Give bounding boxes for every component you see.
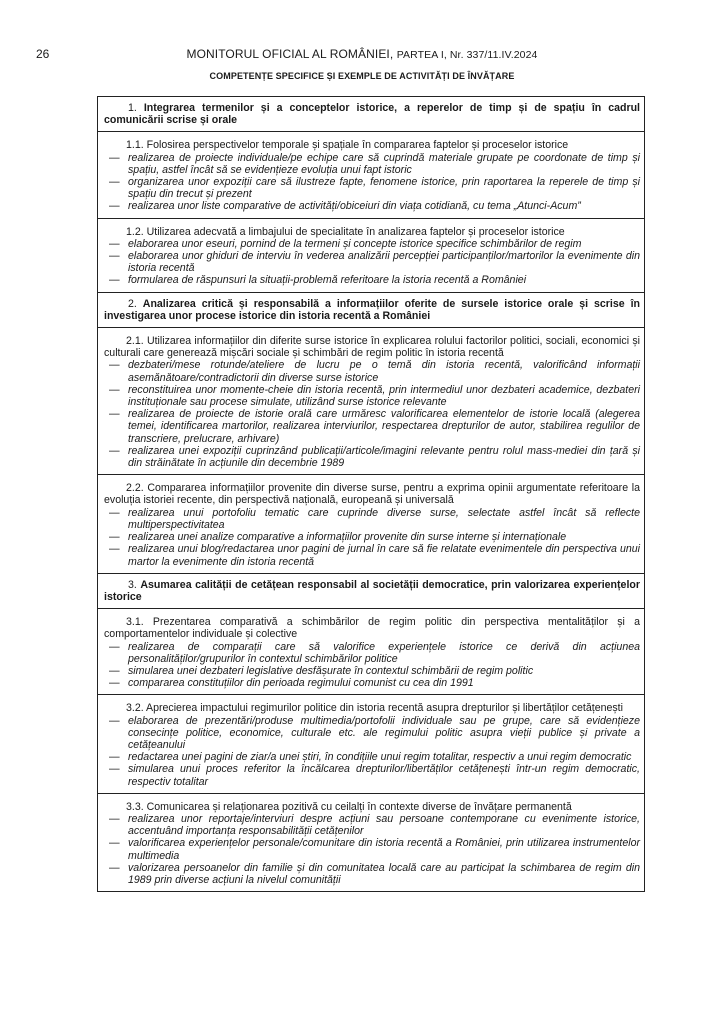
activity-item — [104, 751, 640, 763]
activity-text: realizarea unor reportaje/interviuri despre acțiuni sau persoane contemporane cu evenimente istorice, accentuând importanța responsabilității cetățenilor — [128, 812, 640, 838]
activity-item — [104, 238, 640, 250]
activity-item — [104, 837, 640, 861]
em-dash: — — [109, 812, 120, 825]
header-main: MONITORUL OFICIAL AL ROMÂNIEI, — [186, 47, 394, 61]
activity-item — [104, 200, 640, 212]
specific-competence — [98, 475, 645, 573]
em-dash: — — [109, 763, 120, 776]
competence-number: 2. — [128, 297, 137, 310]
em-dash: — — [109, 176, 120, 189]
activity-text: reconstituirea unor momente-cheie din istoria recentă, prin intermediul unor dezbateri academice, dezbateri instituționale sau procese simulate, utilizând surse istorice relevante — [128, 383, 640, 409]
section-title: COMPETENȚE SPECIFICE ȘI EXEMPLE DE ACTIVITĂȚI DE ÎNVĂȚARE — [209, 71, 515, 81]
specific-competence — [98, 695, 645, 793]
specific-competence-title: 2.2. Compararea informațiilor provenite din diverse surse, pentru a exprima opinii argumentate referitoare la evoluția istoriei recente, din perspectivă națională, europeană și universală — [104, 482, 640, 507]
activity-text: valorizarea persoanelor din familie și din comunitatea locală care au participat la schimbarea de regim din 1989 prin diverse acțiuni la nivelul comunității — [128, 861, 640, 886]
em-dash: — — [109, 506, 120, 519]
em-dash: — — [109, 274, 120, 287]
specific-competence-title: 1.1. Folosirea perspectivelor temporale și spațiale în compararea faptelor și proceselor istorice — [126, 139, 569, 152]
competence-number: 3. — [128, 578, 137, 591]
activity-text: elaborarea de prezentări/produse multimedia/portofolii individuale sau pe grupe, care să evidențieze consecințe politice, economice, culturale etc. ale regimului politic asupra vieții publice și private a cetățeanului — [128, 714, 640, 751]
competences-table — [97, 96, 645, 892]
header-part: PARTEA I, Nr. 337/11.IV.2024 — [396, 49, 538, 61]
specific-competence-title: 1.2. Utilizarea adecvată a limbajului de specialitate în analizarea faptelor și proceselor istorice — [126, 225, 565, 238]
em-dash: — — [109, 200, 120, 213]
em-dash: — — [109, 751, 120, 764]
activity-item — [104, 813, 640, 837]
activity-text: simularea unui proces referitor la încălcarea drepturilor/libertăților cetățenești într-un regim democratic, respectiv totalitar — [128, 763, 640, 788]
specific-competence-title: 3.2. Aprecierea impactului regimurilor politice din istoria recentă asupra drepturilor și libertăților cetățenești — [126, 702, 623, 715]
specific-row — [98, 695, 645, 793]
activity-item — [104, 862, 640, 886]
specific-row — [98, 218, 645, 292]
activity-text: formularea de răspunsuri la situații-problemă referitoare la istoria recentă a României — [128, 274, 527, 287]
page-header — [0, 47, 724, 61]
activity-text: realizarea de proiecte de istorie orală care urmăresc valorificarea elementelor de istorie locală (alegerea temei, identificarea martorilor, realizarea interviurilor, respectarea drepturilor de autor, stabilirea regulilor de transcriere, prelucrare, arhivare) — [128, 408, 640, 445]
specific-row — [98, 793, 645, 891]
em-dash: — — [109, 543, 120, 556]
activity-item — [104, 715, 640, 752]
page-number: 26 — [36, 47, 50, 61]
general-competence — [98, 292, 645, 327]
em-dash: — — [109, 359, 120, 372]
activity-item — [104, 250, 640, 274]
general-competence — [98, 573, 645, 608]
specific-competence — [98, 132, 645, 218]
activity-item — [104, 641, 640, 665]
activity-item — [104, 665, 640, 677]
em-dash: — — [109, 664, 120, 677]
em-dash: — — [109, 408, 120, 421]
activity-item — [104, 763, 640, 787]
activity-item — [104, 531, 640, 543]
activity-text: dezbateri/mese rotunde/ateliere de lucru pe o temă din istoria recentă, valorificând informații asemănătoare/contradictorii din diverse surse istorice — [128, 359, 640, 384]
specific-competence — [98, 793, 645, 891]
specific-row — [98, 609, 645, 695]
em-dash: — — [109, 151, 120, 164]
competence-text: Asumarea calității de cetățean responsabil al societății democratice, prin valorizarea experiențelor istorice — [104, 578, 640, 603]
activity-text: realizarea unei analize comparative a informațiilor provenite din surse interne și internaționale — [128, 531, 567, 544]
activity-text: realizarea de comparații care să valorifice experiențele istorice ce derivă din acțiunea personalităților/grupurilor în contextul schimbărilor politice — [128, 640, 640, 665]
activity-item — [104, 677, 640, 689]
activity-text: realizarea de proiecte individuale/pe echipe care să cuprindă materiale grupate pe coordonate de timp și spațiu, astfel încât să se evidențieze evoluția unui fapt istoric — [128, 151, 640, 176]
activity-text: elaborarea unor eseuri, pornind de la termeni și concepte istorice specifice schimbărilor de regim — [128, 237, 582, 250]
competence-text: Analizarea critică și responsabilă a informațiilor oferite de sursele istorice orale și scrise în investigarea unor procese istorice din istoria recentă a României — [104, 297, 640, 322]
activity-item — [104, 152, 640, 176]
em-dash: — — [109, 837, 120, 850]
specific-competence-title: 3.3. Comunicarea și relaționarea pozitivă cu ceilalți în contexte diverse de învățare permanentă — [126, 800, 572, 813]
em-dash: — — [109, 237, 120, 250]
activity-text: realizarea unei expoziții cuprinzând publicații/articole/imagini relevante pentru rolul mass-mediei din țară și din străinătate în acțiunile din decembrie 1989 — [128, 444, 640, 470]
general-competence — [98, 97, 645, 132]
specific-row — [98, 132, 645, 218]
specific-competence — [98, 609, 645, 695]
activity-item — [104, 274, 640, 286]
activity-item — [104, 408, 640, 445]
activity-item — [104, 543, 640, 567]
specific-competence — [98, 218, 645, 292]
activity-text: compararea constituțiilor din perioada regimului comunist cu cea din 1991 — [128, 677, 474, 690]
specific-competence-title: 3.1. Prezentarea comparativă a schimbărilor de regim politic din perspectiva mentalităților și a comportamentelor individuale și colective — [104, 616, 640, 641]
competence-row — [98, 292, 645, 327]
specific-competence — [98, 328, 645, 475]
competence-row — [98, 573, 645, 608]
specific-row — [98, 328, 645, 475]
em-dash: — — [109, 714, 120, 727]
em-dash: — — [109, 250, 120, 263]
em-dash: — — [109, 383, 120, 396]
activity-item — [104, 359, 640, 383]
activity-text: valorificarea experiențelor personale/comunitare din istoria recentă a României, prin utilizarea instrumentelor multimedia — [128, 837, 640, 862]
competence-number: 1. — [128, 102, 137, 114]
activity-text: elaborarea unor ghiduri de interviu în vederea analizării percepției participanților/martorilor la evenimente din istoria recentă — [128, 250, 640, 275]
activity-text: organizarea unor expoziții care să ilustreze fapte, fenomene istorice, prin raportarea la reperele de timp și spațiu din trecut și prezent — [128, 176, 640, 201]
activity-item — [104, 176, 640, 200]
activity-text: realizarea unui portofoliu tematic care cuprinde diverse surse, selectate astfel încât să reflecte multiperspectivitatea — [128, 506, 640, 531]
competence-row — [98, 97, 645, 132]
activity-item — [104, 445, 640, 469]
em-dash: — — [109, 677, 120, 690]
em-dash: — — [109, 640, 120, 653]
activity-text: simularea unei dezbateri legislative desfășurate în contextul schimbării de regim politic — [128, 664, 534, 677]
specific-row — [98, 475, 645, 573]
activity-text: redactarea unei pagini de ziar/a unei știri, în condițiile unui regim totalitar, respectiv a unui regim democratic — [128, 751, 632, 764]
activity-item — [104, 507, 640, 531]
activity-text: realizarea unui blog/redactarea unor pagini de jurnal în care să fie relatate evenimentele din perspectiva unui martor la evenimente din istoria recentă — [128, 543, 640, 568]
activity-item — [104, 384, 640, 408]
specific-competence-title: 2.1. Utilizarea informațiilor din diferite surse istorice în explicarea rolului factorilor politici, sociali, economici și culturali care generează mișcări sociale și schimbări de regim politic în istoria recentă — [104, 335, 640, 360]
em-dash: — — [109, 444, 120, 457]
em-dash: — — [109, 531, 120, 544]
em-dash: — — [109, 861, 120, 874]
activity-text: realizarea unor liste comparative de activități/obiceiuri din viața cotidiană, cu tema „Atunci-Acum” — [128, 200, 581, 213]
competence-text: Integrarea termenilor și a conceptelor istorice, a reperelor de timp și de spațiu în cadrul comunicării scrise și orale — [104, 102, 641, 127]
